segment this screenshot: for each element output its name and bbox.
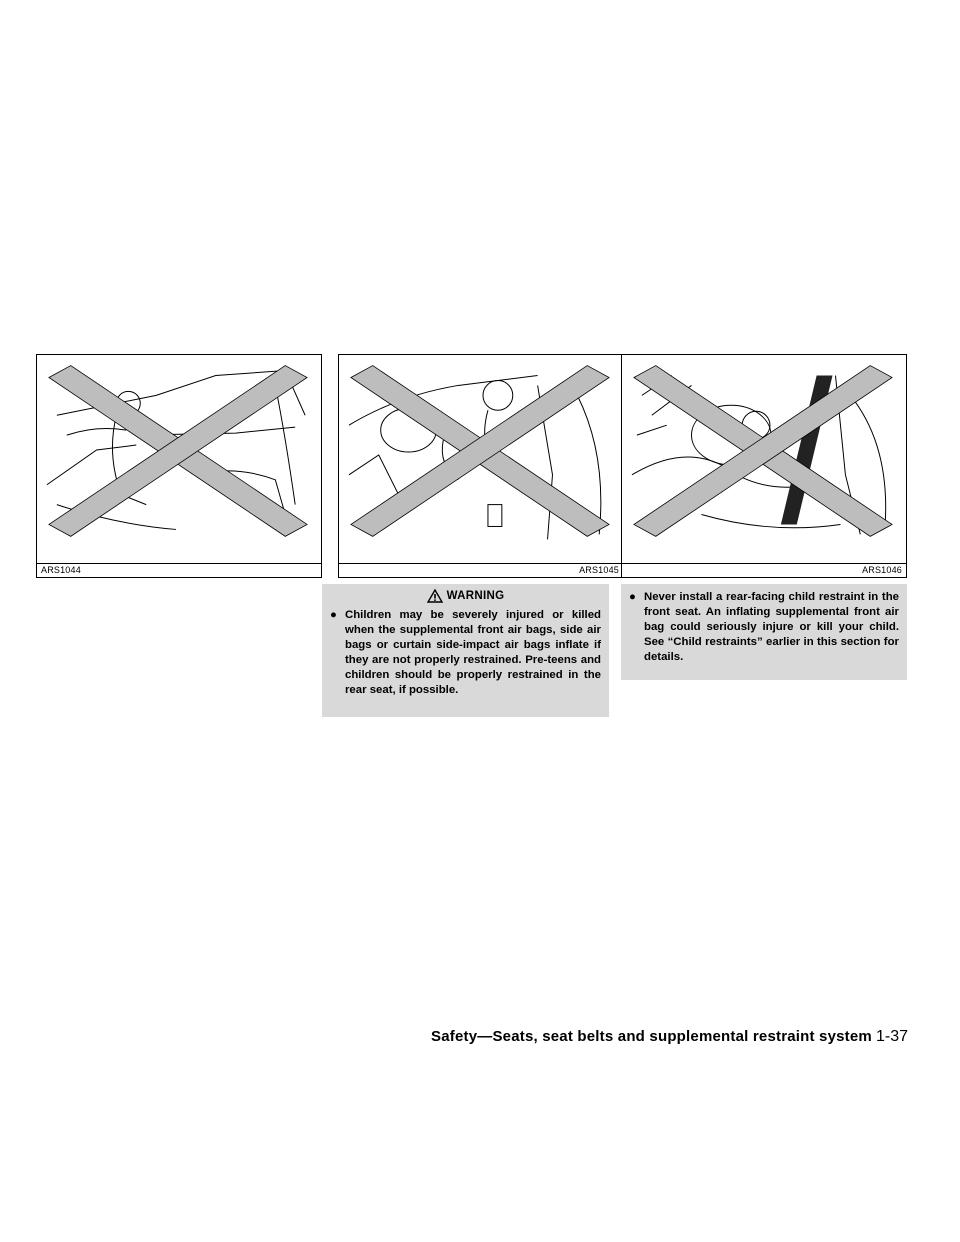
illustration-child-on-lap [339,355,623,543]
warning-item-text: Children may be severely injured or killed when the supplemental front air bags, side air bags or curtain side-impact air bags inflate if they are not properly restrained. Pre-teens and children should be properly restrained in the rear seat, if possible. [345,609,601,696]
warning-item [629,590,899,665]
warning-title: WARNING [446,589,505,602]
warning-heading [330,584,601,608]
section-title: Safety—Seats, seat belts and supplemental restraint system [431,1028,872,1045]
page-footer [422,1028,908,1046]
bullet-icon: ● [330,609,337,621]
page-number: 1-37 [875,1028,908,1045]
illustration-driver-too-close [37,355,321,543]
figure-code: ARS1044 [37,563,321,577]
figure-ars1046 [621,354,907,578]
warning-box [322,584,609,717]
figure-ars1045 [338,354,624,578]
figure-code: ARS1045 [339,563,623,577]
warning-box-continued [621,584,907,680]
illustration-rear-facing-restraint [622,355,906,543]
warning-triangle-icon [427,589,443,603]
bullet-icon: ● [629,591,636,603]
figure-ars1044 [36,354,322,578]
warning-item [330,608,601,698]
warning-item-text: Never install a rear-facing child restraint in the front seat. An inflating supplemental front air bag could seriously injure or kill your child. See “Child restraints” earlier in this section for details. [644,591,899,663]
figure-code: ARS1046 [622,563,906,577]
